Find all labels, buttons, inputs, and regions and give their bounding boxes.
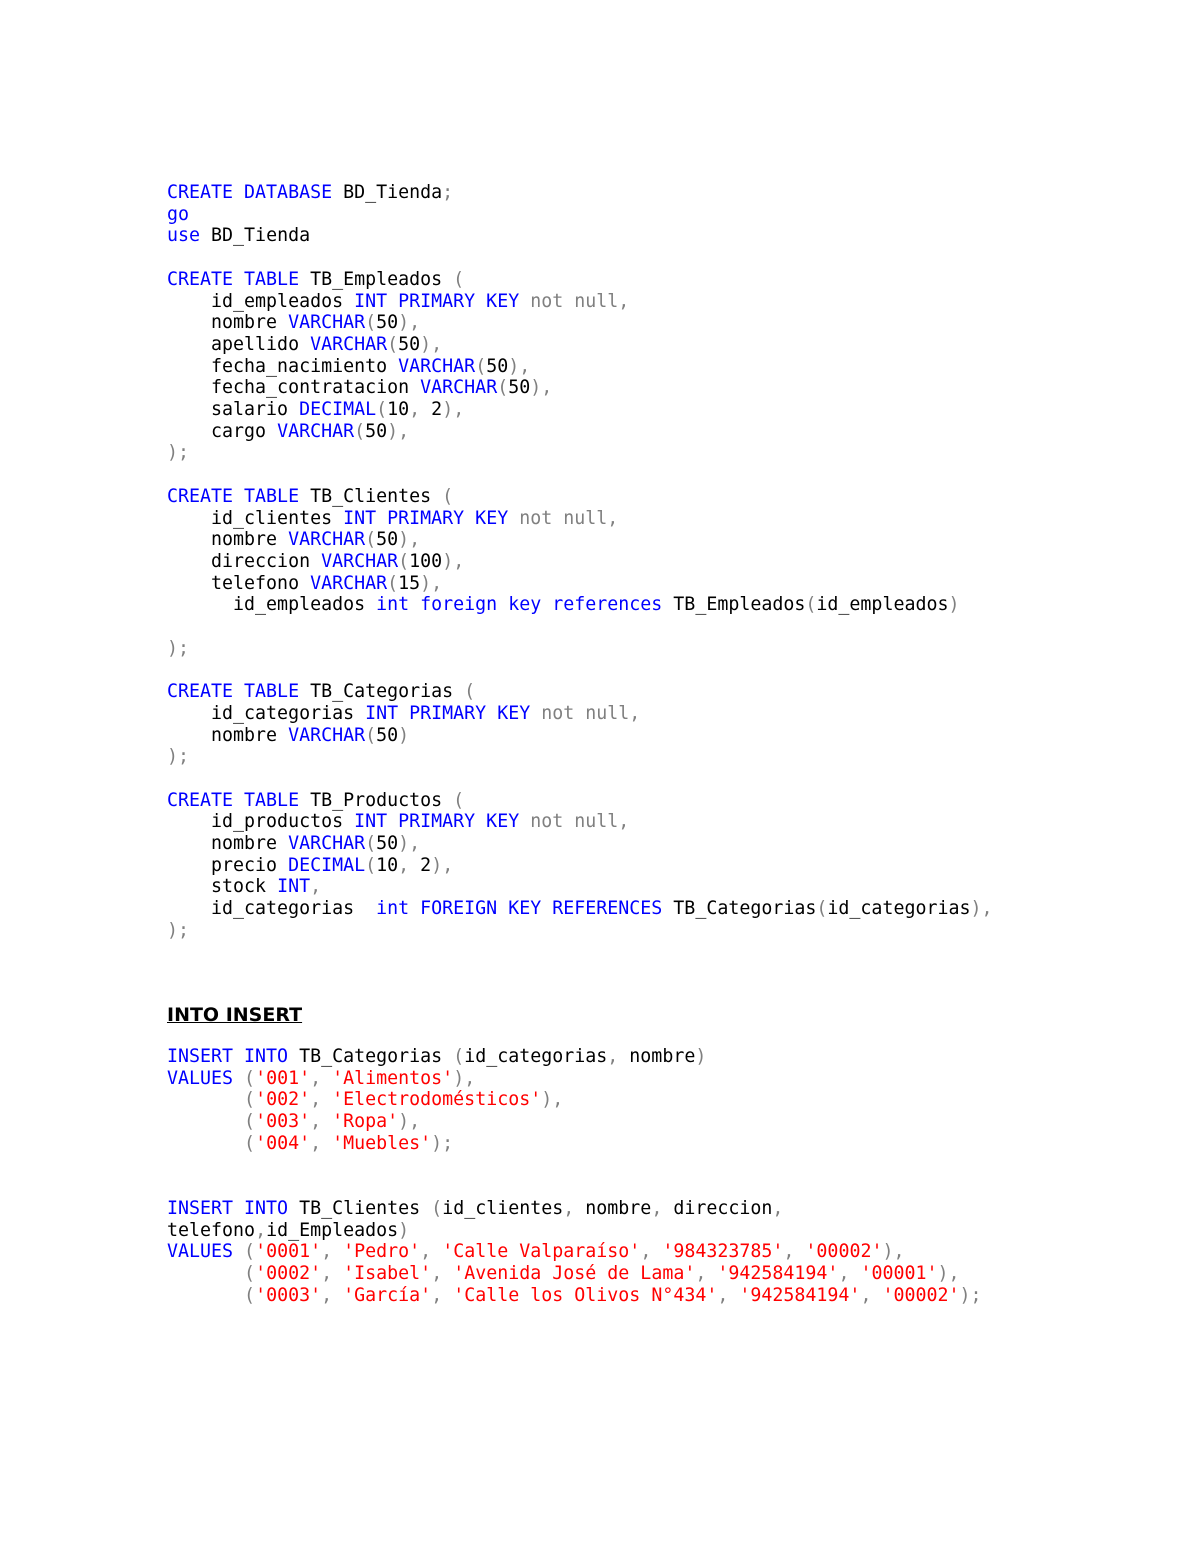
code-token: nombre [167,724,289,746]
code-token: ), [398,1111,421,1133]
code-token: ( [167,1284,256,1306]
code-token: INT PRIMARY KEY [354,290,520,312]
code-token: , [321,1263,344,1285]
code-token: 'Calle los Olivos N°434' [453,1284,718,1306]
code-token: nombre [585,1198,652,1219]
code-token: ( [805,594,817,616]
code-token: , [420,1241,443,1263]
code-line [167,638,189,660]
code-line [167,1198,783,1220]
code-token: INT PRIMARY KEY [354,811,520,833]
code-token: , [651,1198,674,1219]
code-token: id_empleados [167,290,355,312]
code-token: VARCHAR [310,572,388,594]
code-token: ) [398,724,410,746]
section-heading: INTO INSERT [167,1004,303,1026]
code-token: id_clientes [167,507,344,529]
code-token: ( [167,1089,256,1111]
code-token: VALUES [167,1241,234,1263]
code-line [167,876,321,898]
code-token: not null, [519,811,630,833]
code-token: VARCHAR [288,833,366,854]
code-token: 'Pedro' [343,1241,421,1263]
code-line [167,529,420,551]
code-token: id_productos [167,811,355,833]
code-line [167,182,453,204]
code-line [167,1046,706,1068]
code-token: not null, [530,702,641,724]
code-token: '0002' [255,1263,322,1285]
code-token: , [321,1241,344,1263]
code-token: ), [398,312,421,334]
code-token: cargo [167,420,278,442]
code-token: '002' [255,1089,311,1111]
code-token: ( [167,1111,256,1133]
code-token: , [310,1089,333,1111]
code-token: TB_Clientes [288,1198,432,1219]
code-token: '0001' [255,1241,322,1263]
code-line [167,377,552,399]
code-token: , [860,1284,883,1306]
code-token: ) [948,594,960,616]
code-token: 50 [508,377,531,399]
code-token: , [431,1284,454,1306]
code-token: , [255,1219,267,1241]
code-token: ), [453,1067,476,1089]
code-token: ( [497,377,509,399]
code-token: INSERT INTO [167,1198,289,1219]
code-token: VARCHAR [288,724,366,746]
code-token: '0003' [255,1284,322,1306]
code-token: apellido [167,333,311,355]
code-token: id_categorias [464,1046,608,1067]
code-token: 100 [409,550,443,572]
code-token: telefono [167,1219,256,1241]
code-token: '001' [255,1067,311,1089]
code-token: 'Electrodomésticos' [332,1089,542,1111]
code-token: , [310,1111,333,1133]
code-line [167,920,189,942]
code-token: 50 [376,529,399,551]
code-token: TB_Empleados [299,268,454,290]
code-token: ( [431,1198,443,1219]
code-token: ), [420,572,443,594]
code-token: '942584194' [717,1263,839,1285]
code-token: ( [453,1046,465,1067]
code-line [167,811,629,833]
code-token: ), [420,333,443,355]
code-token: id_categorias [167,898,377,920]
code-token: go [167,203,190,225]
code-token: '004' [255,1132,311,1154]
code-token: INT PRIMARY KEY [365,702,531,724]
code-token: ( [453,268,465,290]
code-token: 2 [420,854,432,876]
code-token: BD_Tienda [332,182,443,203]
code-line [167,551,464,573]
code-token: ), [398,833,421,854]
code-token: ), [882,1241,905,1263]
code-token: ( [398,550,410,572]
code-token: ( [387,572,399,594]
code-token: ( [816,898,828,920]
code-token: , [772,1198,784,1219]
code-token: TB_Empleados [662,594,806,616]
code-token: , [431,1263,454,1285]
code-line [167,269,464,291]
code-token: ) [695,1046,707,1067]
code-token: '942584194' [739,1284,861,1306]
code-token: CREATE TABLE [167,681,300,703]
code-line [167,594,960,616]
code-token: 'Isabel' [343,1263,432,1285]
code-token: nombre [167,312,289,334]
code-token: , [310,1132,333,1154]
code-token: ( [365,854,377,876]
code-token: 10 [387,399,410,420]
code-line [167,725,409,747]
code-token: ), [398,529,421,551]
code-token: ), [442,399,465,420]
code-token: 50 [376,312,399,334]
code-token: ( [365,529,377,551]
code-token: ), [508,355,531,377]
code-line [167,1068,475,1090]
code-line [167,681,475,703]
code-token: ( [365,833,377,854]
code-line [167,356,530,378]
code-token: use [167,225,201,247]
code-token: id_Empleados [266,1219,399,1241]
code-line [167,399,464,421]
code-token: BD_Tienda [200,225,311,247]
code-token: TB_Productos [299,789,454,811]
code-token: ); [167,746,190,768]
code-token: 'Ropa' [332,1111,399,1133]
code-token: VARCHAR [288,529,366,551]
code-token: 50 [376,724,399,746]
code-token: CREATE TABLE [167,268,300,290]
code-line [167,508,618,530]
code-line [167,573,442,595]
code-token: ( [354,420,366,442]
code-token: 10 [376,854,399,876]
code-token: , [563,1198,586,1219]
code-token: fecha_contratacion [167,377,421,399]
code-token: direccion [167,550,322,572]
code-token: VALUES [167,1067,234,1089]
code-token: nombre [629,1046,696,1067]
code-token: ), [530,377,553,399]
code-token: , [398,854,421,876]
code-line [167,833,420,855]
code-token: VARCHAR [277,420,355,442]
code-token: ); [959,1284,982,1306]
code-token: ( [475,355,487,377]
code-line [167,204,189,226]
code-token: , [640,1241,663,1263]
code-token: direccion [673,1198,773,1219]
code-token: TB_Clientes [299,485,443,507]
code-token: DECIMAL [288,854,366,876]
code-token: ); [167,442,190,464]
code-token: id_categorias [167,702,366,724]
code-token: , [717,1284,740,1306]
code-token: salario [167,399,300,420]
code-token: INT [277,876,311,898]
code-line [167,746,189,768]
code-token: DECIMAL [299,399,377,420]
code-token: 50 [365,420,388,442]
code-token: 15 [398,572,421,594]
code-token: ), [431,854,454,876]
code-token: '00002' [805,1241,883,1263]
code-token: fecha_nacimiento [167,355,399,377]
code-token: int FOREIGN KEY REFERENCES [376,898,663,920]
code-token: id_categorias [827,898,971,920]
code-token: , [409,399,432,420]
code-token: VARCHAR [398,355,476,377]
code-token: 'Alimentos' [332,1067,454,1089]
code-token: int foreign key references [376,594,663,616]
code-token: id_clientes [442,1198,564,1219]
code-token: ), [970,898,993,920]
code-token: not null, [519,290,630,312]
code-token: stock [167,876,278,898]
code-token: ); [431,1132,454,1154]
code-token: 'Muebles' [332,1132,432,1154]
code-token: '00001' [860,1263,938,1285]
code-token: not null, [508,507,619,529]
code-token: VARCHAR [420,377,498,399]
code-token: INT PRIMARY KEY [343,507,509,529]
code-line [167,1263,960,1285]
code-token: , [607,1046,630,1067]
code-token: ), [937,1263,960,1285]
code-line [167,1220,409,1242]
code-token: ( [167,1132,256,1154]
code-token: ( [233,1067,256,1089]
code-token: CREATE DATABASE [167,182,333,203]
code-token: , [310,876,322,898]
code-token: TB_Categorias [299,681,465,703]
code-token: ( [453,789,465,811]
code-token: , [310,1067,333,1089]
code-token: CREATE TABLE [167,789,300,811]
code-token: VARCHAR [288,312,366,334]
code-token: , [695,1263,718,1285]
code-line [167,1133,453,1155]
code-token: ; [442,182,454,203]
code-token: 50 [486,355,509,377]
code-token: ); [167,919,190,941]
code-token: ( [233,1241,256,1263]
code-token: 50 [376,833,399,854]
code-token: ( [365,724,377,746]
code-token: telefono [167,572,311,594]
code-token: VARCHAR [321,550,399,572]
code-token: 'Calle Valparaíso' [442,1241,641,1263]
code-token: ), [442,550,465,572]
code-line [167,442,189,464]
code-token: 'García' [343,1284,432,1306]
code-token: , [783,1241,806,1263]
code-token: nombre [167,833,289,854]
code-line [167,291,629,313]
code-line [167,1241,904,1263]
code-token: '00002' [882,1284,960,1306]
code-token: ( [167,1263,256,1285]
code-token: ( [464,681,476,703]
code-line [167,312,420,334]
code-token: CREATE TABLE [167,485,300,507]
code-line [167,1285,982,1307]
code-line [167,703,640,725]
code-line [167,421,409,443]
code-token: , [321,1284,344,1306]
code-line [167,1089,563,1111]
code-token: ( [387,333,399,355]
code-token: 50 [398,333,421,355]
code-token: ( [376,399,388,420]
code-line [167,1111,420,1133]
code-token: 'Avenida José de Lama' [453,1263,696,1285]
code-line [167,225,310,247]
code-token: precio [167,854,289,876]
code-token: VARCHAR [310,333,388,355]
code-line [167,334,442,356]
code-token: INSERT INTO [167,1046,289,1067]
code-token: ( [365,312,377,334]
code-token: id_empleados [816,594,949,616]
code-token: ), [387,420,410,442]
code-token: ) [398,1219,410,1241]
code-token: , [838,1263,861,1285]
code-token: '003' [255,1111,311,1133]
code-line [167,790,464,812]
code-token: TB_Categorias [288,1046,454,1067]
code-token: ( [442,485,454,507]
code-token: '984323785' [662,1241,784,1263]
code-token: 2 [431,399,443,420]
code-token: ); [167,637,190,659]
code-line [167,486,453,508]
code-token: ), [541,1089,564,1111]
code-line [167,898,993,920]
code-token: id_empleados [167,594,377,616]
code-token: TB_Categorias [662,898,817,920]
code-line [167,855,453,877]
code-token: nombre [167,529,289,551]
